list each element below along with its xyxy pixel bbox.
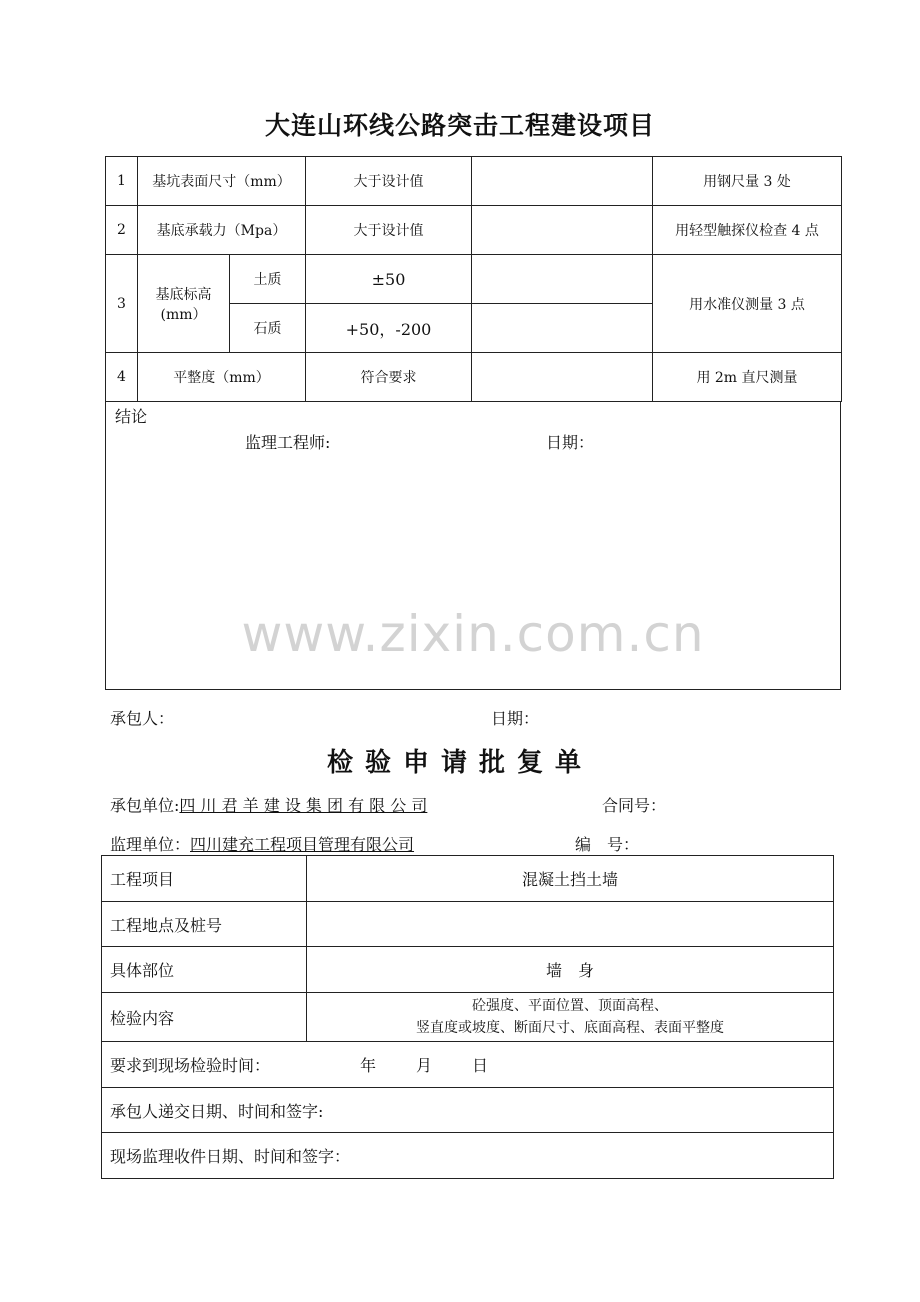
location-label: 工程地点及桩号 [102, 902, 307, 947]
form-title: 检验申请批复单 [326, 748, 593, 778]
day-label: 日 [472, 1056, 489, 1075]
method-cell: 用轻型触探仪检查 4 点 [653, 206, 842, 255]
table-row [102, 993, 834, 1042]
content-label: 检验内容 [102, 993, 307, 1042]
check-item-line1: 基底标高 [155, 286, 212, 303]
result-cell [472, 206, 653, 255]
content-line2: 竖直度或坡度、断面尺寸、底面高程、表面平整度 [416, 1020, 724, 1036]
inspection-standards-table [105, 156, 842, 402]
table-row [102, 1133, 834, 1179]
method-cell: 用水准仪测量 3 点 [653, 255, 842, 353]
contractor-label: 承包人： [110, 709, 175, 728]
spec-value: 大于设计值 [306, 157, 472, 206]
supervisor-signature-label: 监理工程师: [245, 433, 331, 452]
contractor-unit-value: 四 川 君 羊 建 设 集 团 有 限 公 司 [179, 796, 428, 815]
check-item: 平整度（mm） [138, 353, 306, 402]
table-row [106, 157, 842, 206]
conclusion-date-label: 日期： [546, 433, 595, 452]
contractor-unit-label: 承包单位: [110, 796, 180, 815]
supervision-unit-value: 四川建充工程项目管理有限公司 [190, 835, 415, 854]
required-time-row [102, 1042, 834, 1088]
part-value: 墙 身 [307, 947, 834, 993]
result-cell [472, 157, 653, 206]
check-item: 基底承载力（Mpa） [138, 206, 306, 255]
result-cell [472, 353, 653, 402]
spec-value: 符合要求 [306, 353, 472, 402]
supervision-unit [110, 832, 414, 855]
row-number: 3 [106, 255, 138, 353]
result-cell [472, 304, 653, 353]
spec-value: 大于设计值 [306, 206, 472, 255]
row-number: 2 [106, 206, 138, 255]
method-cell: 用钢尺量 3 处 [653, 157, 842, 206]
spec-value: ±50 [306, 255, 472, 304]
location-value [307, 902, 834, 947]
month-label: 月 [416, 1056, 433, 1075]
supervision-unit-label: 监理单位： [110, 835, 191, 854]
check-item-line2: (mm） [160, 306, 207, 323]
contractor-unit [110, 793, 427, 816]
contractor-date-label: 日期： [491, 709, 540, 728]
table-row [102, 1088, 834, 1133]
table-row [106, 353, 842, 402]
table-row [102, 902, 834, 947]
result-cell [472, 255, 653, 304]
watermark: www.zixin.com.cn [241, 605, 705, 663]
check-item: 基坑表面尺寸（mm） [138, 157, 306, 206]
content-line1: 砼强度、平面位置、顶面高程、 [472, 998, 668, 1014]
check-item [138, 255, 230, 353]
sub-item-rock: 石质 [230, 304, 306, 353]
serial-number-label: 编 号： [575, 835, 640, 854]
row-number: 1 [106, 157, 138, 206]
year-label: 年 [360, 1056, 377, 1075]
row-number: 4 [106, 353, 138, 402]
table-row [106, 255, 842, 304]
sub-item-soil: 土质 [230, 255, 306, 304]
part-label: 具体部位 [102, 947, 307, 993]
conclusion-label: 结论 [115, 407, 148, 426]
table-row [102, 856, 834, 902]
document-title: 大连山环线公路突击工程建设项目 [264, 111, 655, 140]
content-value [307, 993, 834, 1042]
spec-value: +50，-200 [306, 304, 472, 353]
method-cell: 用 2m 直尺测量 [653, 353, 842, 402]
contract-number-label: 合同号： [602, 796, 667, 815]
project-label: 工程项目 [102, 856, 307, 902]
receive-signature-label: 现场监理收件日期、时间和签字： [102, 1133, 834, 1179]
submit-signature-label: 承包人递交日期、时间和签字: [102, 1088, 834, 1133]
table-row [106, 206, 842, 255]
required-time-label: 要求到现场检验时间： [110, 1056, 271, 1075]
project-value: 混凝土挡土墙 [307, 856, 834, 902]
conclusion-box [105, 401, 841, 690]
table-row [102, 1042, 834, 1088]
inspection-request-table [101, 855, 834, 1179]
table-row [102, 947, 834, 993]
